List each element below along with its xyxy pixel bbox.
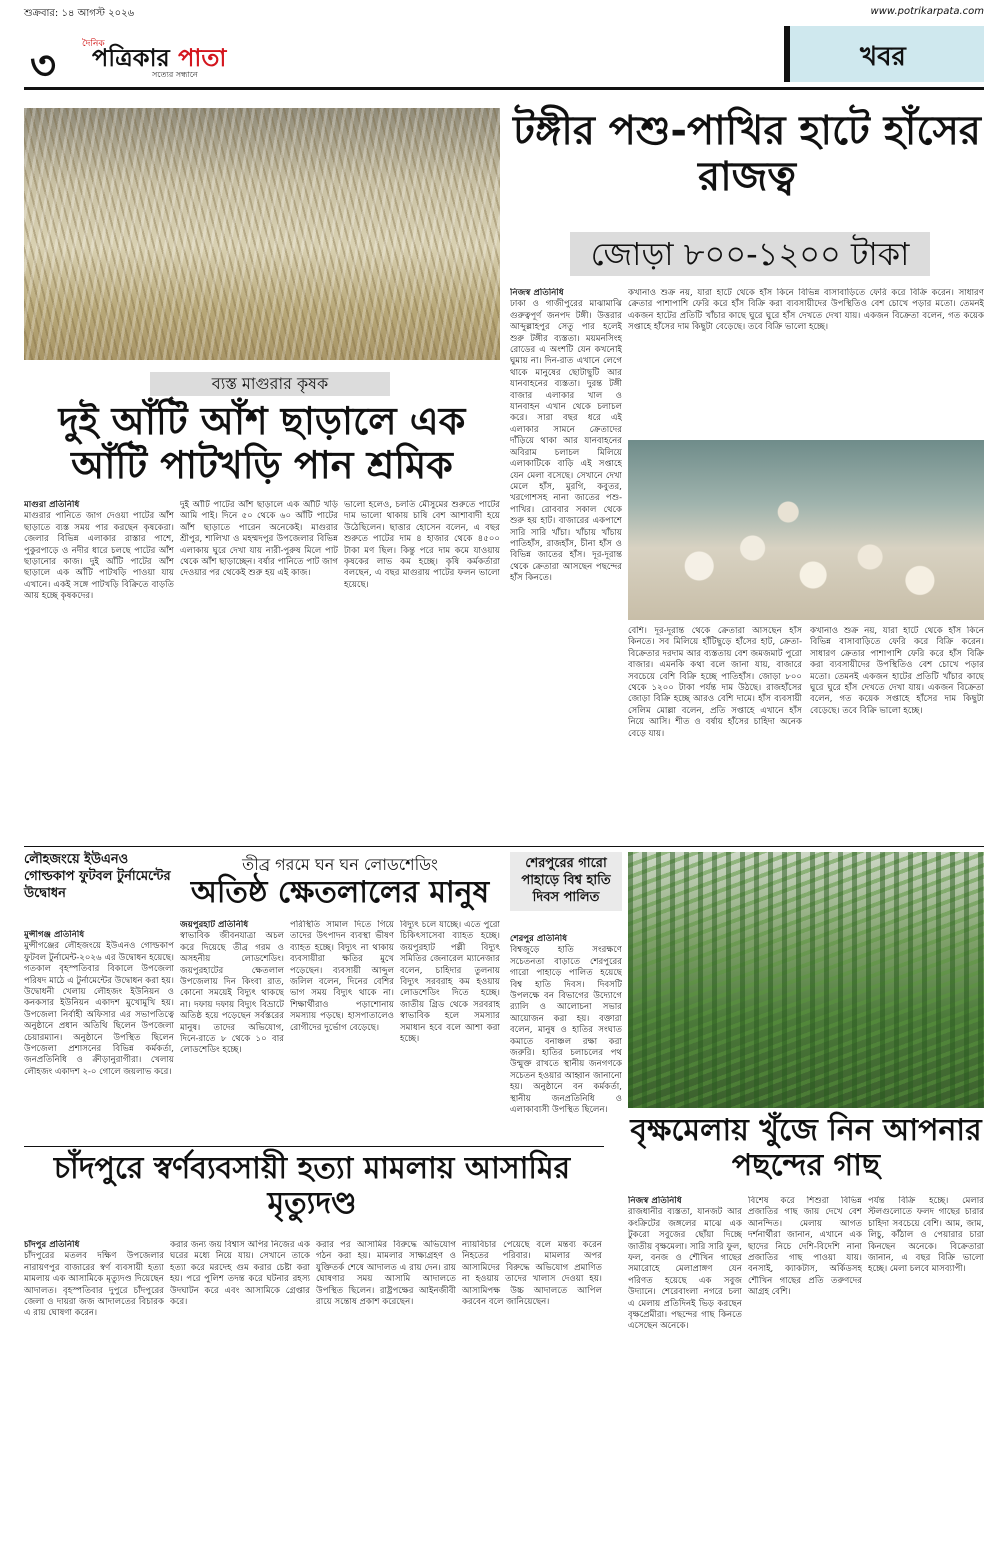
jute-text-3: ভালো হলেও, চলতি মৌসুমের শুরুতে পাটের দাম ভালো থাকায় চাষি বেশ আশাবাদী হয়ে উঠেছিলেন। ছাত্তার হোসেন বলেন, এ বছর শুরুতে পাটের দাম ৪ হাজার থেকে ৪৫০০ টাকা মণ ছিল। কিন্তু পরে দাম কমে যাওয়ায় কৃষকের লাভ কম হচ্ছে। কৃষি কর্মকর্তারা বলছেন, এ বছর মাগুরায় পাটের ফলন ভালো হয়েছে। — [344, 500, 500, 590]
loadshedding-text-3: বিদ্যুৎ চলে যাচ্ছে। এতে পুরো চিকিৎসাসেবা ব্যাহত হচ্ছে। জয়পুরহাট পল্লী বিদ্যুৎ সমিতির জেনারেল ম্যানেজার বলেন, চাহিদার তুলনায় বিদ্যুৎ সরবরাহ কম হওয়ায় লোডশেডিং দিতে হচ্ছে। জাতীয় গ্রিড থেকে সরবরাহ স্বাভাবিক হলে সমস্যার সমাধান হবে বলে আশা করা হচ্ছে। — [400, 920, 500, 1045]
jute-byline: মাগুরা প্রতিনিধি — [24, 500, 80, 510]
hat-headline: টঙ্গীর পশু-পাখির হাটে হাঁসের রাজত্ব — [513, 108, 981, 200]
jute-column-3 — [344, 500, 500, 840]
lohajang-text: মুন্সীগঞ্জের লৌহজংয়ে ইউএনও গোল্ডকাপ ফুটবল টুর্নামেন্ট-২০২৬ এর উদ্বোধন হয়েছে। গতকাল বৃহস্পতিবার বিকালে উপজেলা পরিষদ মাঠে এ টুর্নামেন্টের উদ্বোধন করা হয়। উদ্বোধনী খেলায় লৌহজং ইউনিয়ন ও কনকসার ইউনিয়ন একাদশ মুখোমুখি হয়। উপজেলা নির্বাহী অফিসার এর সভাপতিত্বে অনুষ্ঠানে প্রধান অতিথি ছিলেন উপজেলা চেয়ারম্যান। অনুষ্ঠানে উপস্থিত ছিলেন উপজেলা প্রশাসনের বিভিন্ন কর্মকর্তা, জনপ্রতিনিধি ও ক্রীড়ানুরাগীরা। খেলায় লৌহজং একাদশ ২-০ গোলে জয়লাভ করে। — [24, 941, 174, 1077]
chandpur-column-3 — [316, 1240, 456, 1526]
tree-fair-column-1 — [628, 1196, 742, 1526]
chandpur-column-4 — [462, 1240, 602, 1526]
tree-fair-column-3 — [868, 1196, 984, 1526]
hat-column-3 — [810, 626, 984, 838]
tree-fair-text-2: বিশেষ করে শিশুরা বিভিন্ন প্রজাতির গাছ জায় দেখে বেশ আনন্দিত। মেলায় আগত দর্শনার্থীরা জানান, এখানে এক ছাদের নিচে দেশি-বিদেশি নানা প্রজাতির গাছ পাওয়া যায়। বনসাই, ক্যাকটাস, অর্কিডসহ শৌখিন গাছের প্রতি তরুণদের আগ্রহ বেশি। — [748, 1196, 862, 1298]
jute-column-2 — [180, 500, 338, 840]
jute-column-1 — [24, 500, 174, 840]
logo-name-part1: পত্রিকার — [92, 44, 179, 72]
loadshedding-column-3 — [400, 920, 500, 1140]
jute-headline: দুই আঁটি আঁশ ছাড়ালে এক আঁটি পাটখড়ি পান শ্রমিক — [58, 399, 466, 487]
loadshedding-byline: জয়পুরহাট প্রতিনিধি — [180, 920, 249, 930]
loadshedding-kicker: তীব্র গরমে ঘন ঘন লোডশেডিং — [242, 855, 438, 874]
loadshedding-column-2 — [290, 920, 394, 1140]
loadshedding-column-1 — [180, 920, 284, 1140]
divider-rule — [24, 846, 984, 847]
loadshedding-text-1: স্বাভাবিক জীবনযাত্রা অচল করে দিয়েছে তীব্র গরম ও অসহনীয় লোডশেডিং। জয়পুরহাটের ক্ষেতলাল উপজেলায় দিন কিংবা রাত, কোনো সময়েই বিদ্যুৎ থাকছে না। দফায় দফায় বিদ্যুৎ বিভ্রাটে অতিষ্ঠ হয়ে পড়েছেন সর্বস্তরের মানুষ। তাদের অভিযোগ, দিনে-রাতে ৮ থেকে ১০ বার লোডশেডিং হচ্ছে। — [180, 931, 284, 1056]
logo-tagline: সত্যের সন্ধানে — [152, 70, 198, 79]
sherpur-byline: শেরপুর প্রতিনিধি — [510, 934, 568, 944]
jute-text-2: দুই আঁটি পাটের আঁশ ছাড়ালে এক আঁটি খড়ি আমি পাই। দিনে ৫০ থেকে ৬০ আঁটি পাটের আঁশ ছাড়াতে পারেন অনেকেই। মাগুরার শ্রীপুর, শালিখা ও মহম্মদপুর উপজেলার বিভিন্ন এলাকায় ঘুরে দেখা যায় নারী-পুরুষ মিলে পাট থেকে আঁশ ছাড়াচ্ছেন। বর্ষার পানিতে পাট জাগ দেওয়ার পর থেকেই শুরু হয় এই কাজ। — [180, 500, 338, 579]
hat-column-1 — [510, 288, 622, 838]
loadshedding-headline: অতিষ্ঠ ক্ষেতলালের মানুষ — [190, 875, 490, 910]
chandpur-text-2: করার জন্য জয় বিশ্বাস অপির নিজের এক ঘরের মধ্যে নিয়ে যায়। সেখানে তাকে হত্যা করে মরদেহ গুম করার চেষ্টা করা হয়। পরে পুলিশ তদন্ত করে ঘটনার রহস্য উদঘাটন করে এবং আসামিকে গ্রেপ্তার করে। — [170, 1240, 310, 1308]
website-url[interactable]: www.potrikarpata.com — [870, 6, 984, 17]
sherpur-text: বিশ্বজুড়ে হাতি সংরক্ষণে সচেতনতা বাড়াতে শেরপুরের গারো পাহাড়ে পালিত হয়েছে বিশ্ব হাতি দিবস। দিবসটি উপলক্ষে বন বিভাগের উদ্যোগে র‍্যালি ও আলোচনা সভার আয়োজন করা হয়। বক্তারা বলেন, মানুষ ও হাতির সংঘাত কমাতে বনাঞ্চল রক্ষা করা জরুরি। হাতির চলাচলের পথ উন্মুক্ত রাখতে স্থানীয় জনগণকে সচেতন হওয়ার আহ্বান জানানো হয়। অনুষ্ঠানে বন কর্মকর্তা, স্থানীয় জনপ্রতিনিধি ও এলাকাবাসী উপস্থিত ছিলেন। — [510, 945, 622, 1116]
page-number: ৩ — [30, 43, 57, 89]
tree-fair-text-3: পর্যন্ত বিক্রি হচ্ছে। মেলার স্টলগুলোতে ফলদ গাছের চারার চাহিদা সবচেয়ে বেশি। আম, জাম, লিচু, কাঁঠাল ও পেয়ারার চারা কিনছেন অনেকে। বিক্রেতারা জানান, এ বছর বিক্রি ভালো হচ্ছে। মেলা চলবে মাসব্যাপী। — [868, 1196, 984, 1275]
hat-byline: নিজস্ব প্রতিনিধি — [510, 288, 564, 298]
top-line — [24, 6, 984, 22]
loadshedding-text-2: পরিস্থিতি সামাল দিতে গিয়ে তাদের উৎপাদন ব্যবস্থা ভীষণ ব্যাহত হচ্ছে। বিদ্যুৎ না থাকায় ব্যবসায়ীরা ক্ষতির মুখে পড়েছেন। ব্যবসায়ী আব্দুল জলিল বলেন, দিনের বেশির ভাগ সময় বিদ্যুৎ থাকে না। শিক্ষার্থীরাও পড়াশোনায় সমস্যায় পড়ছে। হাসপাতালেও রোগীদের দুর্ভোগ বেড়েছে। — [290, 920, 394, 1033]
tree-fair-column-2 — [748, 1196, 862, 1526]
hat-text-3: কখানাও শুক্র নয়, যারা হাটে থেকে হাঁস কিনে বিভিন্ন বাসাবাড়িতে ফেরি করে বিক্রি করেন। সাধারণ ক্রেতার পাশাপাশি ফেরি করে হাঁস বিক্রি করা ব্যবসায়ীদের উপস্থিতিও বেশ চোখে পড়ার মতো। তেমনই একজন হাটের প্রতিটি খাঁচার কাছে ঘুরে ঘুরে হাঁস দেখতে দেখা যায়। একজন বিক্রেতা বলেন, গত কয়েক সপ্তাহে হাঁসের দাম কিছুটা বেড়েছে। তবে বিক্রি ভালো হচ্ছে। — [628, 288, 984, 333]
lohajang-byline: মুন্সীগঞ্জ প্রতিনিধি — [24, 930, 85, 940]
tree-fair-headline: বৃক্ষমেলায় খুঁজে নিন আপনার পছন্দের গাছ — [630, 1113, 982, 1183]
chandpur-text-4: ন্যায়বিচার পেয়েছে বলে মন্তব্য করেন নিহতের পরিবার। মামলার অপর আসামিদের বিরুদ্ধে অভিযোগ প্রমাণিত না হওয়ায় তাদের খালাস দেওয়া হয়। আসামিপক্ষ উচ্চ আদালতে আপিল করবেন বলে জানিয়েছেন। — [462, 1240, 602, 1308]
section-title: খবর — [860, 42, 906, 72]
chandpur-text-3: করার পর আসামির বিরুদ্ধে অভিযোগ গঠন করা হয়। মামলার সাক্ষ্যগ্রহণ ও যুক্তিতর্ক শেষে আদালত এ রায় দেন। রায় ঘোষণার সময় আসামি আদালতে উপস্থিত ছিলেন। রাষ্ট্রপক্ষের আইনজীবী রায়ে সন্তোষ প্রকাশ করেছেন। — [316, 1240, 456, 1308]
issue-date: শুক্রবার: ১৪ আগস্ট ২০২৬ — [24, 8, 135, 19]
jute-kicker: ব্যস্ত মাগুরার কৃষক — [150, 372, 390, 396]
hat-column-2 — [628, 626, 802, 838]
tree-fair-text-1: রাজধানীর ব্যস্ততা, যানজট আর কংক্রিটের জঙ্গলের মাঝে এক টুকরো সবুজের ছোঁয়া দিচ্ছে জাতীয় বৃক্ষমেলা। সারি সারি ফুল, ফল, বনজ ও শৌখিন গাছের সমারোহে মেলাপ্রাঙ্গণ যেন পরিণত হয়েছে এক সবুজ উদ্যানে। শেরেবাংলা নগরে চলা এ মেলায় প্রতিদিনই ভিড় করছেন বৃক্ষপ্রেমীরা। পছন্দের গাছ কিনতে এসেছেন অনেকে। — [628, 1207, 742, 1332]
chandpur-byline: চাঁদপুর প্রতিনিধি — [24, 1240, 80, 1250]
masthead — [24, 22, 984, 90]
section-label — [784, 26, 984, 82]
sherpur-headline: শেরপুরের গারো পাহাড়ে বিশ্ব হাতি দিবস পালিত — [510, 852, 622, 911]
hat-text-2: বেশি। দূর-দূরান্ত থেকে ক্রেতারা আসছেন হাঁস কিনতে। সব মিলিয়ে হাঁটিছুড়ে হাঁসের হাট, ক্রেতা-বিক্রেতার দরদাম আর ব্যস্ততায় বেশ জমজমাট পুরো বাজার। এমনকি কথা বলে জানা যায়, বাজারে সবচেয়ে বেশি বিক্রি হচ্ছে পাতিহাঁস। জোড়া ৮০০ থেকে ১২০০ টাকা পর্যন্ত দাম উঠছে। রাজহাঁসের জোড়া বিক্রি হচ্ছে আরও বেশি দামে। হাঁস ব্যবসায়ী সেলিম মোল্লা বলেন, প্রতি সপ্তাহে এখানে হাঁস নিয়ে আসি। শীত ও বর্ষায় হাঁসের চাহিদা অনেক বেড়ে যায়। — [628, 626, 802, 739]
sherpur-column — [510, 934, 622, 1140]
logo-daily: দৈনিক — [82, 39, 105, 49]
ducks-photo — [628, 440, 984, 620]
newspaper-logo[interactable] — [82, 36, 242, 80]
divider-rule — [24, 1146, 604, 1147]
hat-column-2-top — [628, 288, 984, 434]
chandpur-headline: চাঁদপুরে স্বর্ণব্যবসায়ী হত্যা মামলায় আসামির মৃত্যুদণ্ড — [53, 1151, 571, 1221]
lohajang-headline: লৌহজংয়ে ইউএনও গোল্ডকাপ ফুটবল টুর্নামেন্টের উদ্বোধন — [24, 852, 171, 901]
hat-subheadline: জোড়া ৮০০-১২০০ টাকা — [570, 232, 930, 276]
jute-photo — [24, 108, 500, 360]
lohajang-column — [24, 930, 174, 1140]
tree-fair-byline: নিজস্ব প্রতিনিধি — [628, 1196, 682, 1206]
chandpur-column-2 — [170, 1240, 310, 1526]
chandpur-column-1 — [24, 1240, 164, 1526]
chandpur-text-1: চাঁদপুরের মতলব দক্ষিণ উপজেলার নারায়ণপুর বাজারের স্বর্ণ ব্যবসায়ী হত্যা মামলায় এক আসামিকে মৃত্যুদণ্ড দিয়েছেন আদালত। বৃহস্পতিবার দুপুরে চাঁদপুরের জেলা ও দায়রা জজ আদালতের বিচারক এ রায় ঘোষণা করেন। — [24, 1251, 164, 1319]
logo-name-part2: পাতা — [178, 44, 227, 72]
hat-text-3b: কখানাও শুক্র নয়, যারা হাটে থেকে হাঁস কিনে বিভিন্ন বাসাবাড়িতে ফেরি করে বিক্রি করেন। সাধারণ ক্রেতার পাশাপাশি ফেরি করে হাঁস বিক্রি করা ব্যবসায়ীদের উপস্থিতিও বেশ চোখে পড়ার মতো। তেমনই একজন হাটের প্রতিটি খাঁচার কাছে ঘুরে ঘুরে হাঁস দেখতে দেখা যায়। একজন বিক্রেতা বলেন, গত কয়েক সপ্তাহে হাঁসের দাম কিছুটা বেড়েছে। তবে বিক্রি ভালো হচ্ছে। — [810, 626, 984, 716]
tree-fair-photo — [628, 852, 984, 1108]
jute-text-1: মাগুরার পানিতে জাগ দেওয়া পাটের আঁশ ছাড়াতে ব্যস্ত সময় পার করছেন কৃষকেরা। জেলার বিভিন্ন এলাকার রাস্তার পাশে, পুকুরপাড়ে ও নদীর ধারে চলছে পাটের আঁশ ছাড়ানোর কাজ। দুই আঁটি পাটের আঁশ ছাড়ালে এক আঁটি পাটখড়ি পাওয়া যায় এখানে। একই সঙ্গে পাটখড়ি বিক্রিতে বাড়তি আয় হচ্ছে কৃষকদের। — [24, 511, 174, 602]
hat-text-1: ঢাকা ও গাজীপুরের মাঝামাঝি গুরুত্বপূর্ণ জনপদ টঙ্গী। উত্তরার আব্দুল্লাহপুর সেতু পার হলেই শুরু টঙ্গীর ব্যস্ততা। ময়মনসিংহ রোডের এ অংশটি যেন কখনোই ঘুমায় না। দিন-রাত এখানে লেগে থাকে মানুষের ছোটাছুটি আর যানবাহনের ব্যস্ততা। দুরন্ত টঙ্গী বাজার এলাকার খাল ও যানবাহন এখান থেকে চলাচল করে। সারা বছর ধরে এই এলাকার সামনে ক্রেতাদের দাঁড়িয়ে থাকা আর যানবাহনের অবিরাম চলাচল মিলিয়ে এলাকাটিকে বাড়ি এই সপ্তাহে যেন মেলা বসেছে। সেখানে দেখা মেলে হাঁস, মুরগি, কবুতর, খরগোশসহ নানা জাতের পশু-পাখির। রোববার সকাল থেকে শুরু হয় হাট। বাজারের একপাশে সারি সারি খাঁচা। খাঁচায় খাঁচায় পাতিহাঁস, রাজহাঁস, চীনা হাঁস ও বিভিন্ন জাতের হাঁস। দূর-দূরান্ত থেকে ক্রেতারা আসছেন পছন্দের হাঁস কিনতে। — [510, 299, 622, 584]
